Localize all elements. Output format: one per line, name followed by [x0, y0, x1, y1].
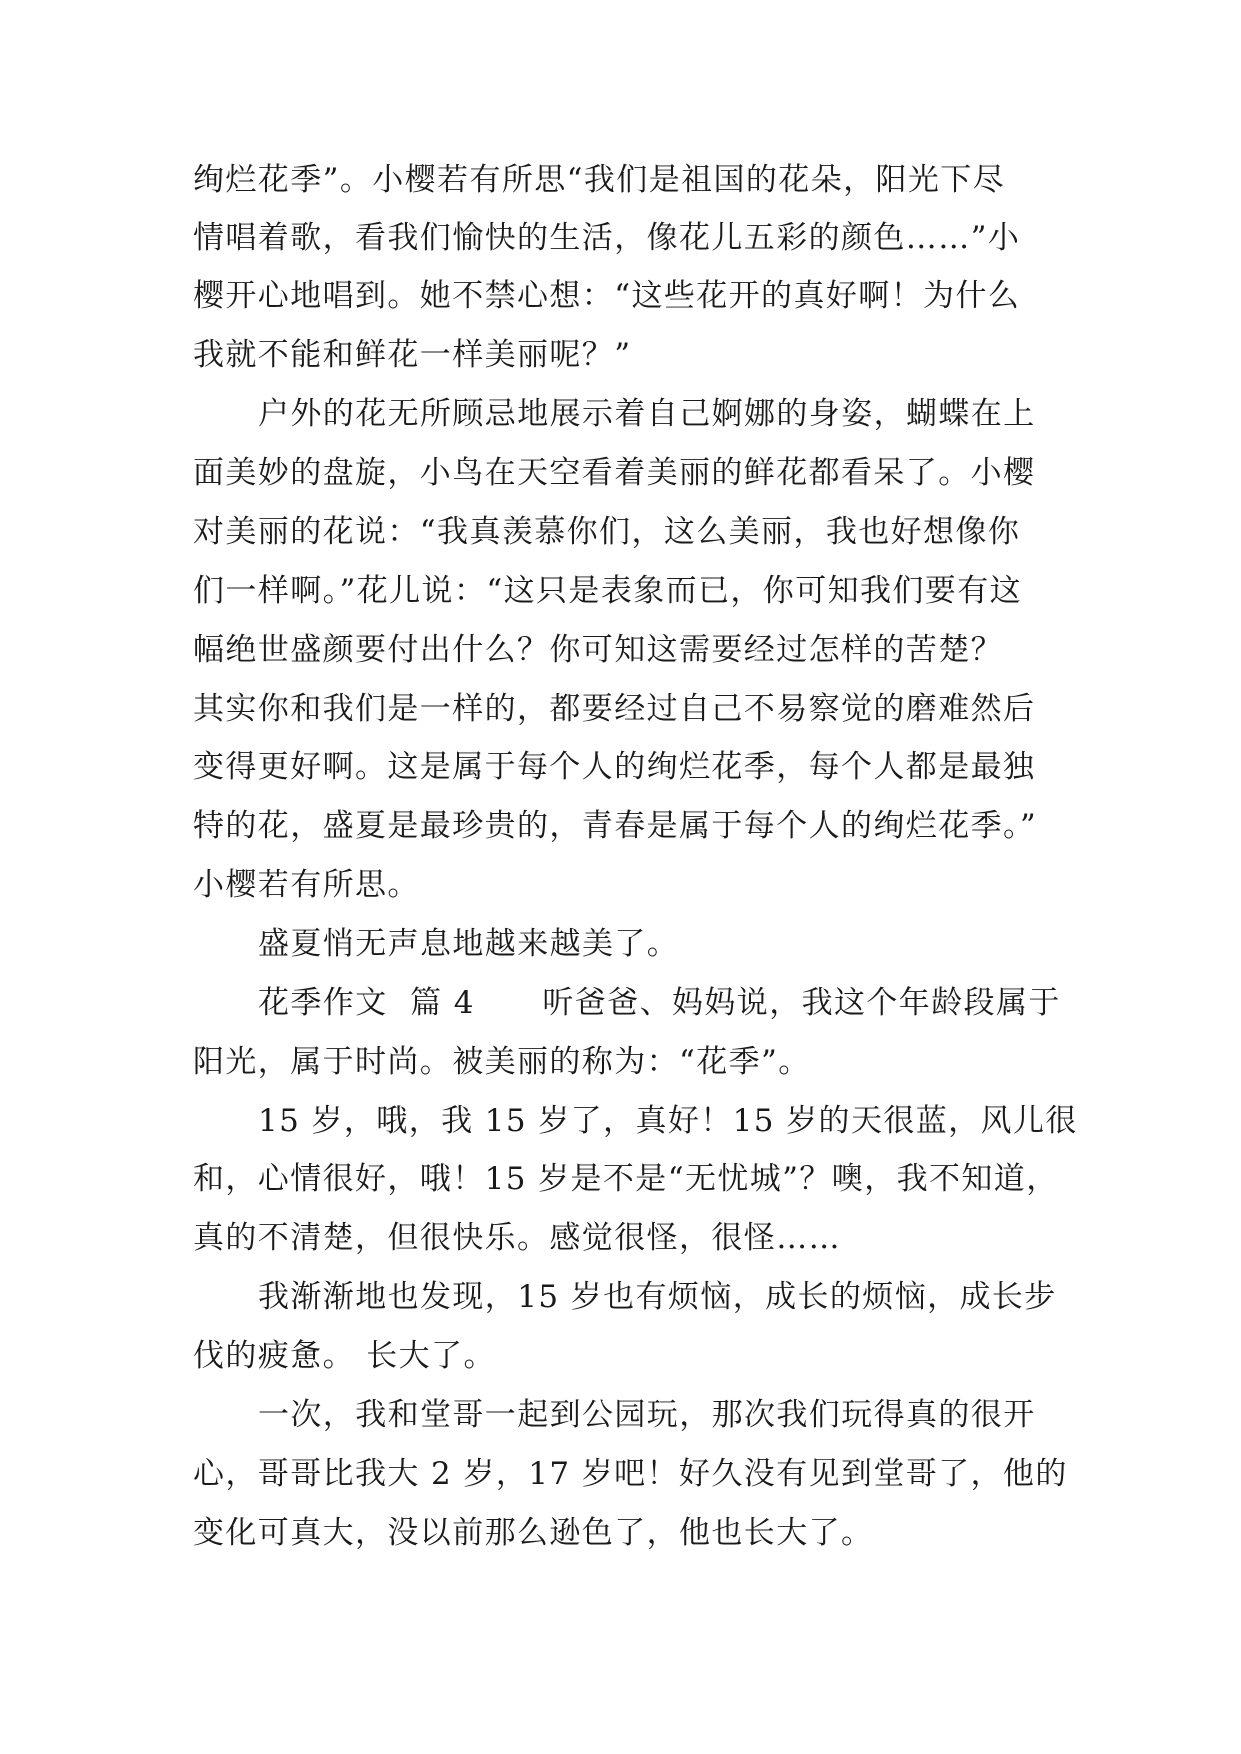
text-line: 绚烂花季”。小樱若有所思“我们是祖国的花朵，阳光下尽 [193, 162, 1006, 198]
text-line: 幅绝世盛颜要付出什么？你可知这需要经过怎样的苦楚？ [193, 632, 1003, 668]
text-line: 伐的疲惫。 长大了。 [193, 1338, 496, 1374]
text-line: 心，哥哥比我大 2 岁，17 岁吧！好久没有见到堂哥了，他的 [193, 1456, 1068, 1492]
text-line: 其实你和我们是一样的，都要经过自己不易察觉的磨难然后 [193, 691, 1036, 727]
text-line: 对美丽的花说：“我真羡慕你们，这么美丽，我也好想像你 [193, 514, 1021, 550]
text-line: 变得更好啊。这是属于每个人的绚烂花季，每个人都是最独 [193, 749, 1036, 785]
text-line: 面美妙的盘旋，小鸟在天空看着美丽的鲜花都看呆了。小樱 [193, 455, 1036, 491]
text-line: 樱开心地唱到。她不禁心想：“这些花开的真好啊！为什么 [193, 278, 1021, 314]
text-line: 特的花，盛夏是最珍贵的，青春是属于每个人的绚烂花季。” [193, 808, 1038, 844]
text-line: 情唱着歌，看我们愉快的生活，像花儿五彩的颜色……”小 [193, 220, 1021, 256]
text-line: 一次，我和堂哥一起到公园玩，那次我们玩得真的很开 [258, 1397, 1036, 1433]
text-line: 盛夏悄无声息地越来越美了。 [258, 926, 680, 962]
text-line: 小樱若有所思。 [193, 867, 420, 903]
text-line: 我渐渐地也发现，15 岁也有烦恼，成长的烦恼，成长步 [258, 1279, 1057, 1315]
text-line: 花季作文 篇 4 听爸爸、妈妈说，我这个年龄段属于 [258, 985, 1061, 1021]
text-line: 们一样啊。”花儿说：“这只是表象而已，你可知我们要有这 [193, 573, 1022, 609]
text-line: 户外的花无所顾忌地展示着自己婀娜的身姿，蝴蝶在上 [258, 396, 1036, 432]
text-line: 15 岁，哦，我 15 岁了，真好！15 岁的天很蓝，风儿很 [258, 1103, 1078, 1139]
text-line: 变化可真大，没以前那么逊色了，他也长大了。 [193, 1515, 874, 1551]
text-line: 和，心情很好，哦！15 岁是不是“无忧城”？噢，我不知道， [193, 1161, 1059, 1197]
text-line: 阳光，属于时尚。被美丽的称为：“花季”。 [193, 1044, 811, 1080]
text-line: 真的不清楚，但很快乐。感觉很怪，很怪…… [193, 1220, 841, 1256]
text-line: 我就不能和鲜花一样美丽呢？” [193, 337, 632, 373]
